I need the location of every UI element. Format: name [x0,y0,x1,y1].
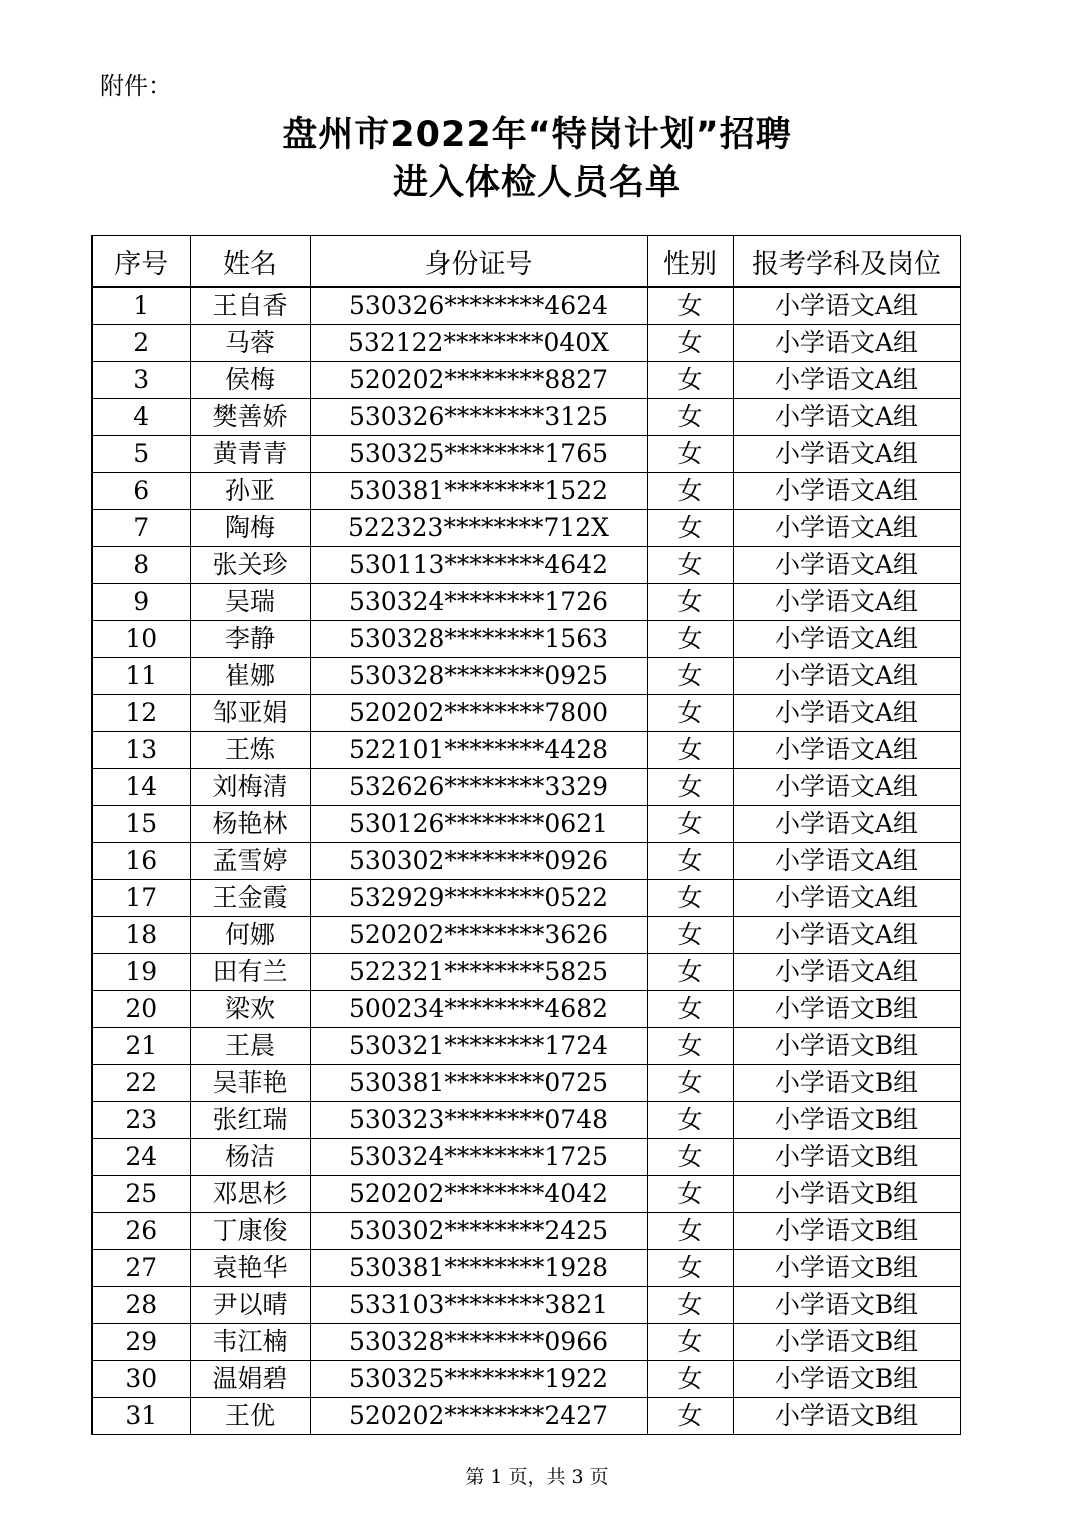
cell-name: 袁艳华 [190,1250,310,1287]
cell-gender: 女 [647,1065,733,1102]
cell-seq: 26 [92,1213,190,1250]
header-name: 姓名 [190,236,310,288]
cell-position: 小学语文A组 [733,880,960,917]
cell-id-number: 532626********3329 [310,769,647,806]
document-title: 盘州市2022年“特岗计划”招聘 [282,115,792,155]
cell-name: 孟雪婷 [190,843,310,880]
cell-name: 邹亚娟 [190,695,310,732]
cell-name: 王自香 [190,287,310,325]
cell-seq: 14 [92,769,190,806]
table-row [92,325,960,362]
cell-position: 小学语文A组 [733,806,960,843]
table-row [92,1176,960,1213]
cell-seq: 28 [92,1287,190,1324]
cell-seq: 4 [92,399,190,436]
cell-position: 小学语文B组 [733,1324,960,1361]
cell-position: 小学语文A组 [733,510,960,547]
table-row [92,510,960,547]
cell-position: 小学语文B组 [733,1250,960,1287]
cell-id-number: 530326********3125 [310,399,647,436]
cell-seq: 18 [92,917,190,954]
table-row [92,1361,960,1398]
cell-name: 侯梅 [190,362,310,399]
cell-seq: 17 [92,880,190,917]
cell-position: 小学语文A组 [733,287,960,325]
table-row [92,621,960,658]
cell-position: 小学语文B组 [733,1398,960,1435]
cell-id-number: 530325********1922 [310,1361,647,1398]
cell-gender: 女 [647,547,733,584]
cell-gender: 女 [647,732,733,769]
cell-id-number: 520202********2427 [310,1398,647,1435]
table-body [92,287,960,1435]
table-row [92,399,960,436]
cell-gender: 女 [647,1176,733,1213]
cell-position: 小学语文A组 [733,473,960,510]
cell-id-number: 530381********1522 [310,473,647,510]
table-row [92,1287,960,1324]
table-header-row [92,236,960,288]
cell-position: 小学语文A组 [733,769,960,806]
table-row [92,584,960,621]
cell-gender: 女 [647,621,733,658]
cell-gender: 女 [647,658,733,695]
table-row [92,732,960,769]
cell-gender: 女 [647,769,733,806]
cell-id-number: 520202********3626 [310,917,647,954]
cell-gender: 女 [647,880,733,917]
cell-position: 小学语文B组 [733,1139,960,1176]
cell-name: 王晨 [190,1028,310,1065]
cell-position: 小学语文A组 [733,621,960,658]
table-row [92,1028,960,1065]
cell-id-number: 522321********5825 [310,954,647,991]
cell-id-number: 530324********1725 [310,1139,647,1176]
cell-gender: 女 [647,362,733,399]
cell-seq: 9 [92,584,190,621]
cell-gender: 女 [647,1250,733,1287]
table-row [92,880,960,917]
cell-seq: 6 [92,473,190,510]
cell-position: 小学语文B组 [733,1361,960,1398]
cell-gender: 女 [647,473,733,510]
cell-name: 吴菲艳 [190,1065,310,1102]
cell-gender: 女 [647,584,733,621]
cell-name: 刘梅清 [190,769,310,806]
cell-name: 樊善娇 [190,399,310,436]
cell-name: 李静 [190,621,310,658]
cell-id-number: 530324********1726 [310,584,647,621]
table-row [92,1139,960,1176]
cell-id-number: 520202********4042 [310,1176,647,1213]
cell-position: 小学语文A组 [733,547,960,584]
cell-id-number: 500234********4682 [310,991,647,1028]
cell-name: 尹以晴 [190,1287,310,1324]
cell-id-number: 530126********0621 [310,806,647,843]
table-row [92,473,960,510]
table-row [92,991,960,1028]
cell-name: 王金霞 [190,880,310,917]
cell-seq: 19 [92,954,190,991]
cell-seq: 13 [92,732,190,769]
cell-position: 小学语文A组 [733,843,960,880]
cell-id-number: 530302********0926 [310,843,647,880]
cell-position: 小学语文A组 [733,732,960,769]
cell-id-number: 530328********0925 [310,658,647,695]
table-row [92,806,960,843]
cell-position: 小学语文A组 [733,917,960,954]
cell-position: 小学语文A组 [733,436,960,473]
cell-seq: 30 [92,1361,190,1398]
table-row [92,1102,960,1139]
cell-position: 小学语文B组 [733,1287,960,1324]
cell-id-number: 532122********040X [310,325,647,362]
cell-gender: 女 [647,1139,733,1176]
cell-id-number: 530381********1928 [310,1250,647,1287]
cell-name: 韦江楠 [190,1324,310,1361]
cell-position: 小学语文A组 [733,954,960,991]
attachment-label: 附件： [100,72,172,100]
table-row [92,547,960,584]
cell-name: 崔娜 [190,658,310,695]
cell-id-number: 522101********4428 [310,732,647,769]
table-row [92,287,960,325]
table-row [92,769,960,806]
cell-position: 小学语文B组 [733,1065,960,1102]
cell-name: 张关珍 [190,547,310,584]
cell-seq: 8 [92,547,190,584]
cell-name: 杨艳林 [190,806,310,843]
header-position: 报考学科及岗位 [733,236,960,288]
cell-name: 马蓉 [190,325,310,362]
cell-id-number: 530326********4624 [310,287,647,325]
cell-position: 小学语文A组 [733,399,960,436]
table-row [92,954,960,991]
cell-position: 小学语文A组 [733,695,960,732]
table-row [92,1250,960,1287]
cell-gender: 女 [647,1102,733,1139]
cell-seq: 15 [92,806,190,843]
cell-id-number: 530381********0725 [310,1065,647,1102]
table-row [92,843,960,880]
cell-seq: 22 [92,1065,190,1102]
cell-name: 田有兰 [190,954,310,991]
cell-seq: 31 [92,1398,190,1435]
cell-seq: 25 [92,1176,190,1213]
cell-name: 王优 [190,1398,310,1435]
cell-seq: 24 [92,1139,190,1176]
table-row [92,1213,960,1250]
table-row [92,436,960,473]
cell-id-number: 530321********1724 [310,1028,647,1065]
cell-seq: 20 [92,991,190,1028]
header-seq: 序号 [92,236,190,288]
cell-name: 温娟碧 [190,1361,310,1398]
cell-seq: 16 [92,843,190,880]
page-footer: 第 1 页，共 3 页 [465,1466,609,1488]
cell-gender: 女 [647,510,733,547]
cell-gender: 女 [647,695,733,732]
cell-position: 小学语文B组 [733,1176,960,1213]
cell-id-number: 530302********2425 [310,1213,647,1250]
cell-position: 小学语文B组 [733,1102,960,1139]
cell-name: 邓思杉 [190,1176,310,1213]
cell-id-number: 530323********0748 [310,1102,647,1139]
cell-seq: 23 [92,1102,190,1139]
cell-name: 丁康俊 [190,1213,310,1250]
table-row [92,658,960,695]
cell-seq: 5 [92,436,190,473]
cell-seq: 1 [92,287,190,325]
cell-gender: 女 [647,917,733,954]
cell-id-number: 520202********8827 [310,362,647,399]
table-row [92,695,960,732]
candidate-table [91,235,961,1435]
cell-id-number: 530113********4642 [310,547,647,584]
cell-gender: 女 [647,1324,733,1361]
cell-gender: 女 [647,399,733,436]
table-row [92,917,960,954]
cell-gender: 女 [647,1028,733,1065]
cell-name: 陶梅 [190,510,310,547]
cell-gender: 女 [647,1287,733,1324]
cell-seq: 7 [92,510,190,547]
cell-gender: 女 [647,954,733,991]
cell-position: 小学语文B组 [733,1213,960,1250]
cell-seq: 12 [92,695,190,732]
cell-position: 小学语文A组 [733,658,960,695]
cell-seq: 21 [92,1028,190,1065]
cell-position: 小学语文B组 [733,991,960,1028]
cell-name: 张红瑞 [190,1102,310,1139]
cell-seq: 3 [92,362,190,399]
cell-name: 梁欢 [190,991,310,1028]
cell-seq: 2 [92,325,190,362]
cell-id-number: 522323********712X [310,510,647,547]
cell-id-number: 530328********0966 [310,1324,647,1361]
table-row [92,1324,960,1361]
cell-name: 王炼 [190,732,310,769]
table-row [92,1398,960,1435]
cell-position: 小学语文A组 [733,325,960,362]
cell-name: 孙亚 [190,473,310,510]
cell-position: 小学语文A组 [733,584,960,621]
cell-gender: 女 [647,1213,733,1250]
cell-seq: 11 [92,658,190,695]
cell-id-number: 530325********1765 [310,436,647,473]
cell-seq: 29 [92,1324,190,1361]
cell-gender: 女 [647,325,733,362]
header-id-number: 身份证号 [310,236,647,288]
cell-gender: 女 [647,991,733,1028]
cell-gender: 女 [647,287,733,325]
cell-name: 何娜 [190,917,310,954]
cell-name: 吴瑞 [190,584,310,621]
cell-seq: 10 [92,621,190,658]
cell-gender: 女 [647,1361,733,1398]
cell-seq: 27 [92,1250,190,1287]
cell-name: 杨洁 [190,1139,310,1176]
header-gender: 性别 [647,236,733,288]
table-row [92,1065,960,1102]
document-subtitle: 进入体检人员名单 [392,163,681,203]
cell-gender: 女 [647,1398,733,1435]
cell-id-number: 520202********7800 [310,695,647,732]
cell-id-number: 530328********1563 [310,621,647,658]
cell-gender: 女 [647,806,733,843]
cell-gender: 女 [647,436,733,473]
cell-position: 小学语文A组 [733,362,960,399]
cell-gender: 女 [647,843,733,880]
cell-id-number: 533103********3821 [310,1287,647,1324]
cell-id-number: 532929********0522 [310,880,647,917]
cell-name: 黄青青 [190,436,310,473]
cell-position: 小学语文B组 [733,1028,960,1065]
table-row [92,362,960,399]
